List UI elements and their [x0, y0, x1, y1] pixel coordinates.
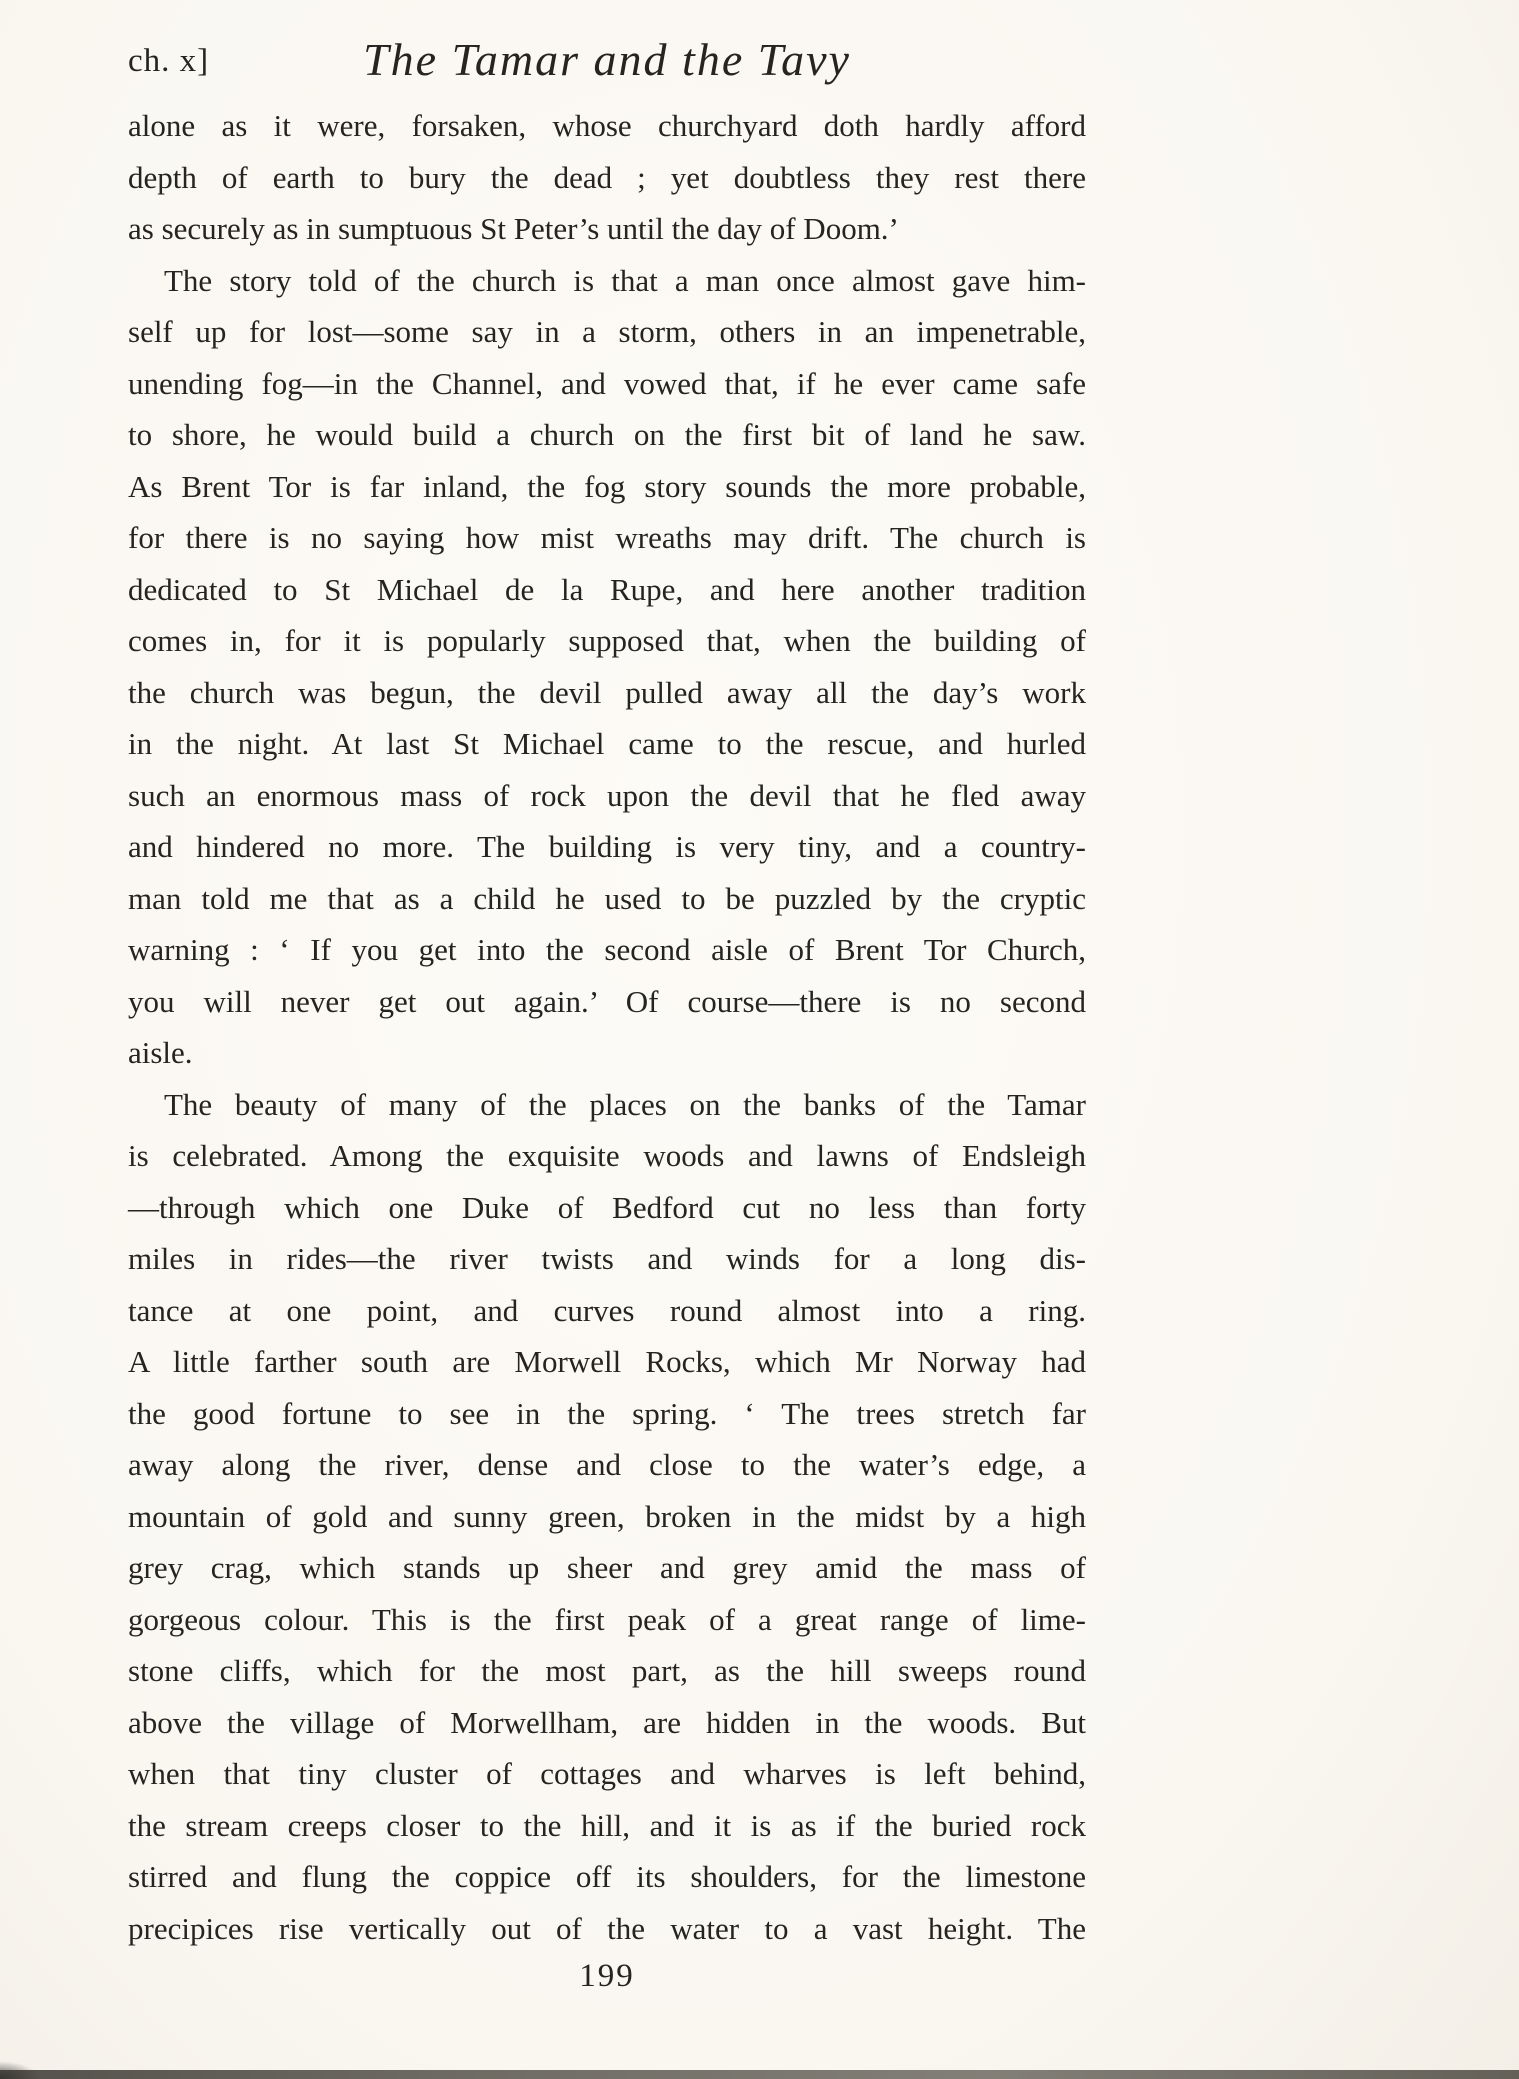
- text-line: above the village of Morwellham, are hidden in the woods. But: [128, 1704, 1086, 1740]
- text-line: —through which one Duke of Bedford cut no less than forty: [128, 1189, 1086, 1225]
- text-line: you will never get out again.’ Of course—there is no second: [128, 983, 1086, 1019]
- text-line: gorgeous colour. This is the first peak of a great range of lime-: [128, 1601, 1086, 1637]
- text-line: miles in rides—the river twists and winds for a long dis-: [128, 1241, 1086, 1276]
- page-number: 199: [579, 1958, 635, 1994]
- text-line: when that tiny cluster of cottages and wharves is left behind,: [128, 1756, 1086, 1791]
- paragraph: [128, 1079, 1086, 1955]
- text-line: man told me that as a child he used to be puzzled by the cryptic: [128, 880, 1086, 916]
- text-line: mountain of gold and sunny green, broken in the midst by a high: [128, 1498, 1086, 1534]
- text-line: comes in, for it is popularly supposed that, when the building of: [128, 623, 1086, 658]
- text-line: and hindered no more. The building is very tiny, and a country-: [128, 829, 1086, 864]
- text-line: stone cliffs, which for the most part, as the hill sweeps round: [128, 1653, 1086, 1688]
- text-line: unending fog—in the Channel, and vowed that, if he ever came safe: [128, 365, 1086, 401]
- text-line: A little farther south are Morwell Rocks, which Mr Norway had: [128, 1344, 1086, 1379]
- text-line: precipices rise vertically out of the water to a vast height. The: [128, 1910, 1086, 1946]
- text-block: [128, 100, 1086, 1954]
- text-line: self up for lost—some say in a storm, others in an impenetrable,: [128, 314, 1086, 349]
- text-line: as securely as in sumptuous St Peter’s until the day of Doom.’: [128, 211, 899, 246]
- text-line: such an enormous mass of rock upon the devil that he fled away: [128, 777, 1086, 813]
- chapter-label: ch. x]: [128, 43, 210, 79]
- text-line: As Brent Tor is far inland, the fog story sounds the more probable,: [128, 468, 1086, 504]
- scan-bottom-edge: [0, 2070, 1519, 2079]
- text-line: to shore, he would build a church on the first bit of land he saw.: [128, 417, 1086, 452]
- text-line: depth of earth to bury the dead ; yet doubtless they rest there: [128, 159, 1086, 195]
- text-line: stirred and flung the coppice off its shoulders, for the limestone: [128, 1859, 1086, 1894]
- text-line: The story told of the church is that a man once almost gave him-: [164, 262, 1086, 298]
- text-line: away along the river, dense and close to the water’s edge, a: [128, 1447, 1086, 1482]
- text-line: aisle.: [128, 1035, 193, 1070]
- text-line: the good fortune to see in the spring. ‘ The trees stretch far: [128, 1395, 1086, 1431]
- text-line: tance at one point, and curves round almost into a ring.: [128, 1292, 1086, 1328]
- running-title: The Tamar and the Tavy: [363, 34, 851, 85]
- text-line: for there is no saying how mist wreaths may drift. The church is: [128, 520, 1086, 555]
- text-line: the church was begun, the devil pulled away all the day’s work: [128, 674, 1086, 710]
- paragraph: [128, 100, 1086, 255]
- text-line: grey crag, which stands up sheer and grey amid the mass of: [128, 1550, 1086, 1585]
- text-line: warning : ‘ If you get into the second aisle of Brent Tor Church,: [128, 932, 1086, 967]
- page-header: [128, 22, 1086, 86]
- page-content: [128, 22, 1086, 1954]
- text-line: The beauty of many of the places on the banks of the Tamar: [164, 1086, 1086, 1122]
- text-line: is celebrated. Among the exquisite woods and lawns of Endsleigh: [128, 1138, 1086, 1173]
- text-line: the stream creeps closer to the hill, and it is as if the buried rock: [128, 1807, 1086, 1843]
- text-line: alone as it were, forsaken, whose churchyard doth hardly afford: [128, 108, 1086, 143]
- paragraph: [128, 255, 1086, 1079]
- text-line: in the night. At last St Michael came to the rescue, and hurled: [128, 726, 1086, 761]
- text-line: dedicated to St Michael de la Rupe, and here another tradition: [128, 571, 1086, 607]
